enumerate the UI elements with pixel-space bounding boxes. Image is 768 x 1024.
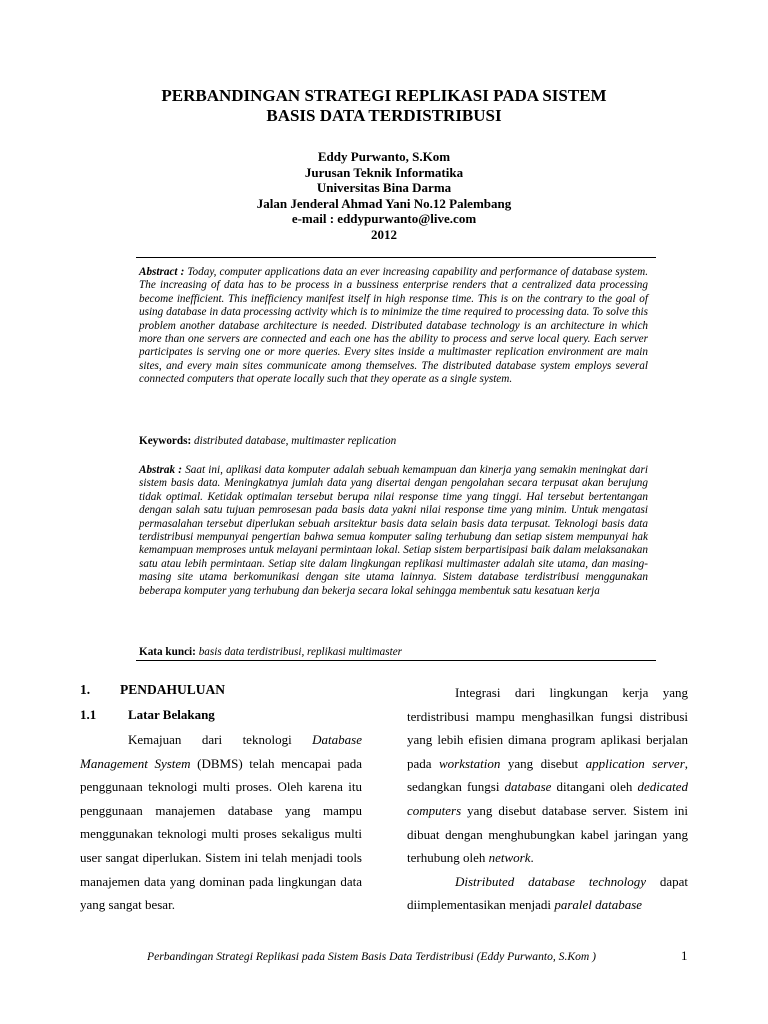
page-number: 1 <box>681 948 688 963</box>
kata-kunci-label: Kata kunci: <box>139 646 196 658</box>
kata-kunci-text: basis data terdistribusi, replikasi multimaster <box>195 646 403 658</box>
publication-year: 2012 <box>371 226 397 242</box>
paragraph-distributed-db: Distributed database technology dapat diimplementasikan menjadi paralel database <box>407 873 689 913</box>
abstrak-text: Saat ini, aplikasi data komputer adalah sebuah kemampuan dan kinerja yang semakin meningkat dari sistem basis data. Meningkatnya jumlah data yang disertai dengan pengolahan secara terpusat akan berujung tidak optimal. Ketidak optimalan tersebut berupa nilai response time yang tinggi. Hal tersebut bertentangan dengan salah satu tujuan pemrosesan pada basis data yakni nilai response time yang minim. Untuk mengatasi permasalahan tersebut diperlukan sebuah arsitektur basis data selain basis data terpusat. Teknologi basis data terdistribusi mempunyai pengertian bahwa semua komputer saling terhubung dan setiap sistem mempunyai hak kemampuan memproses untuk melayani permintaan lokal. Setiap sistem berpartisipasi baik dalam melaksanakan satu atau lebih permintaan. Setiap site dalam lingkungan replikasi multimaster adalah site utama, dan masing-masing site utama berkomunikasi dengan site utama lainnya. Sistem database terdistribusi menggunakan beberapa komputer yang terhubung dan bekerja secara lokal sehingga membentuk satu kesatuan kerja <box>139 464 648 597</box>
keywords-english <box>139 435 648 448</box>
keywords-label: Keywords: <box>139 435 192 447</box>
author-email: e-mail : eddypurwanto@live.com <box>291 211 477 227</box>
title-line-2: BASIS DATA TERDISTRIBUSI <box>266 106 502 125</box>
paragraph-latar-belakang: Kemajuan dari teknologi Database Management System (DBMS) telah mencapai pada penggunaan teknologi multi proses. Oleh karena itu penggunaan manajemen database yang mampu menggunakan teknologi multi proses sekaligus multi user sangat diperlukan. Sistem ini telah menjadi tools manajemen data yang dominan pada lingkungan data yang sangat besar. <box>80 732 363 913</box>
subsection-title: Latar Belakang <box>128 707 215 722</box>
author-address: Jalan Jenderal Ahmad Yani No.12 Palembang <box>256 195 512 211</box>
author-university: Universitas Bina Darma <box>316 180 452 196</box>
section-number: 1. <box>80 682 91 697</box>
author-name: Eddy Purwanto, S.Kom <box>317 149 451 164</box>
keywords-indonesian <box>139 646 648 659</box>
author-block <box>60 149 708 243</box>
abstract-indonesian <box>139 464 648 598</box>
abstract-english <box>139 266 648 387</box>
paragraph-integrasi: Integrasi dari lingkungan kerja yang terdistribusi mampu menghasilkan fungsi distribusi yang lebih efisien dimana program aplikasi berjalan pada workstation yang disebut application server, sedangkan fungsi database ditangani oleh dedicated computers yang disebut database server. Sistem ini dibuat dengan menghubungkan kabel jaringan yang terhubung oleh network. <box>407 685 688 866</box>
paper-title <box>60 86 708 126</box>
title-line-1: PERBANDINGAN STRATEGI REPLIKASI PADA SISTEM <box>161 86 607 105</box>
abstract-text: Today, computer applications data an ever increasing capability and performance of database system. The increasing of data has to be process in a bussiness enterprise renders that a centralized data processing become inefficient. This inefficiency manifest itself in high response time. This is on the contrary to the goal of using database in data processing activity which is to minimize the time required to processing data. To solve this problem another database architecture is needed. Distributed database technology is an architecture in which more than one servers are connected and each one has the ability to process and serve local query. Each server participates is serving one or more queries. Every sites inside a multimaster replication environment are main sites, and every main sites communicate among themselves. The distributed database system employs several connected computers that operate locally such that they operate as a single system. <box>139 266 649 386</box>
abstract-label: Abstract : <box>139 266 185 278</box>
page-footer: Perbandingan Strategi Replikasi pada Sistem Basis Data Terdistribusi (Eddy Purwanto, S.Kom ) <box>147 950 597 963</box>
abstract-box <box>136 257 656 661</box>
section-title: PENDAHULUAN <box>120 682 226 697</box>
abstrak-label: Abstrak : <box>139 464 182 476</box>
left-column <box>80 728 362 917</box>
keywords-text: distributed database, multimaster replication <box>191 435 397 447</box>
author-department: Jurusan Teknik Informatika <box>304 164 464 180</box>
right-column <box>407 681 688 917</box>
subsection-number: 1.1 <box>80 707 97 722</box>
